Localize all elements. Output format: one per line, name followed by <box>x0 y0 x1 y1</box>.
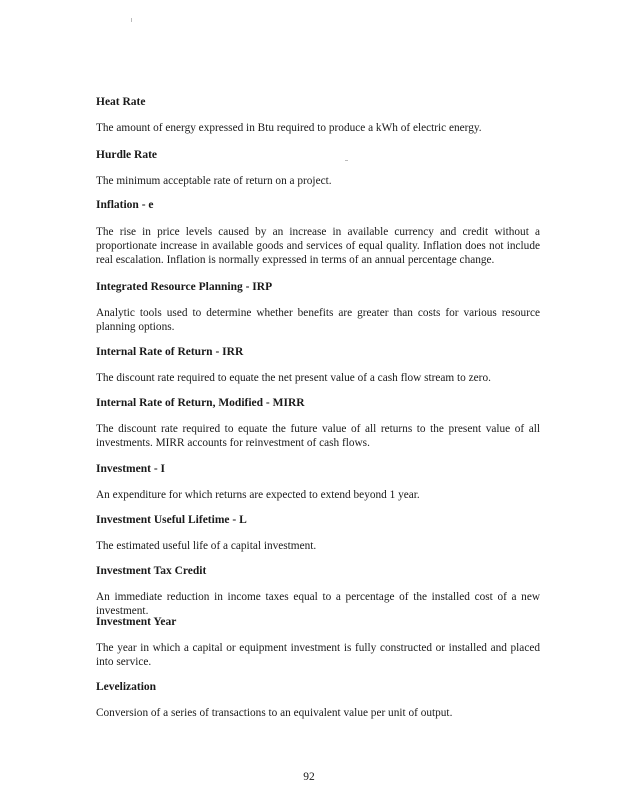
scan-mark <box>131 18 132 22</box>
term-definition: The year in which a capital or equipment investment is fully constructed or installed and placed into service. <box>96 642 540 668</box>
term-definition: The discount rate required to equate the net present value of a cash flow stream to zero. <box>96 372 491 384</box>
term-heading: Integrated Resource Planning - IRP <box>96 281 273 293</box>
term-definition: The discount rate required to equate the future value of all returns to the present value of all investments. MIRR accounts for reinvestment of cash flows. <box>96 423 540 449</box>
term-heading: Internal Rate of Return - IRR <box>96 346 244 358</box>
term-heading: Investment - I <box>96 463 165 475</box>
term-heading: Investment Tax Credit <box>96 565 207 577</box>
page-number: 92 <box>303 771 315 783</box>
term-heading: Investment Year <box>96 616 177 628</box>
term-definition: An expenditure for which returns are expected to extend beyond 1 year. <box>96 489 420 501</box>
scan-mark <box>345 160 348 161</box>
term-heading: Internal Rate of Return, Modified - MIRR <box>96 397 305 409</box>
term-definition: The estimated useful life of a capital investment. <box>96 540 317 552</box>
term-heading: Hurdle Rate <box>96 149 158 161</box>
term-definition: The amount of energy expressed in Btu required to produce a kWh of electric energy. <box>96 122 482 134</box>
term-heading: Inflation - e <box>96 199 154 211</box>
term-heading: Levelization <box>96 681 157 693</box>
term-definition: An immediate reduction in income taxes equal to a percentage of the installed cost of a new investment. <box>96 591 540 617</box>
term-heading: Investment Useful Lifetime - L <box>96 514 247 526</box>
term-definition: Conversion of a series of transactions to an equivalent value per unit of output. <box>96 707 453 719</box>
term-heading: Heat Rate <box>96 96 146 108</box>
term-definition: The minimum acceptable rate of return on a project. <box>96 175 332 187</box>
term-definition: The rise in price levels caused by an increase in available currency and credit without a proportionate increase in available goods and services of equal quality. Inflation does not include real escalation. Inflation is normally expressed in terms of an annual percentage change. <box>96 226 540 266</box>
term-definition: Analytic tools used to determine whether benefits are greater than costs for various resource planning options. <box>96 307 540 333</box>
